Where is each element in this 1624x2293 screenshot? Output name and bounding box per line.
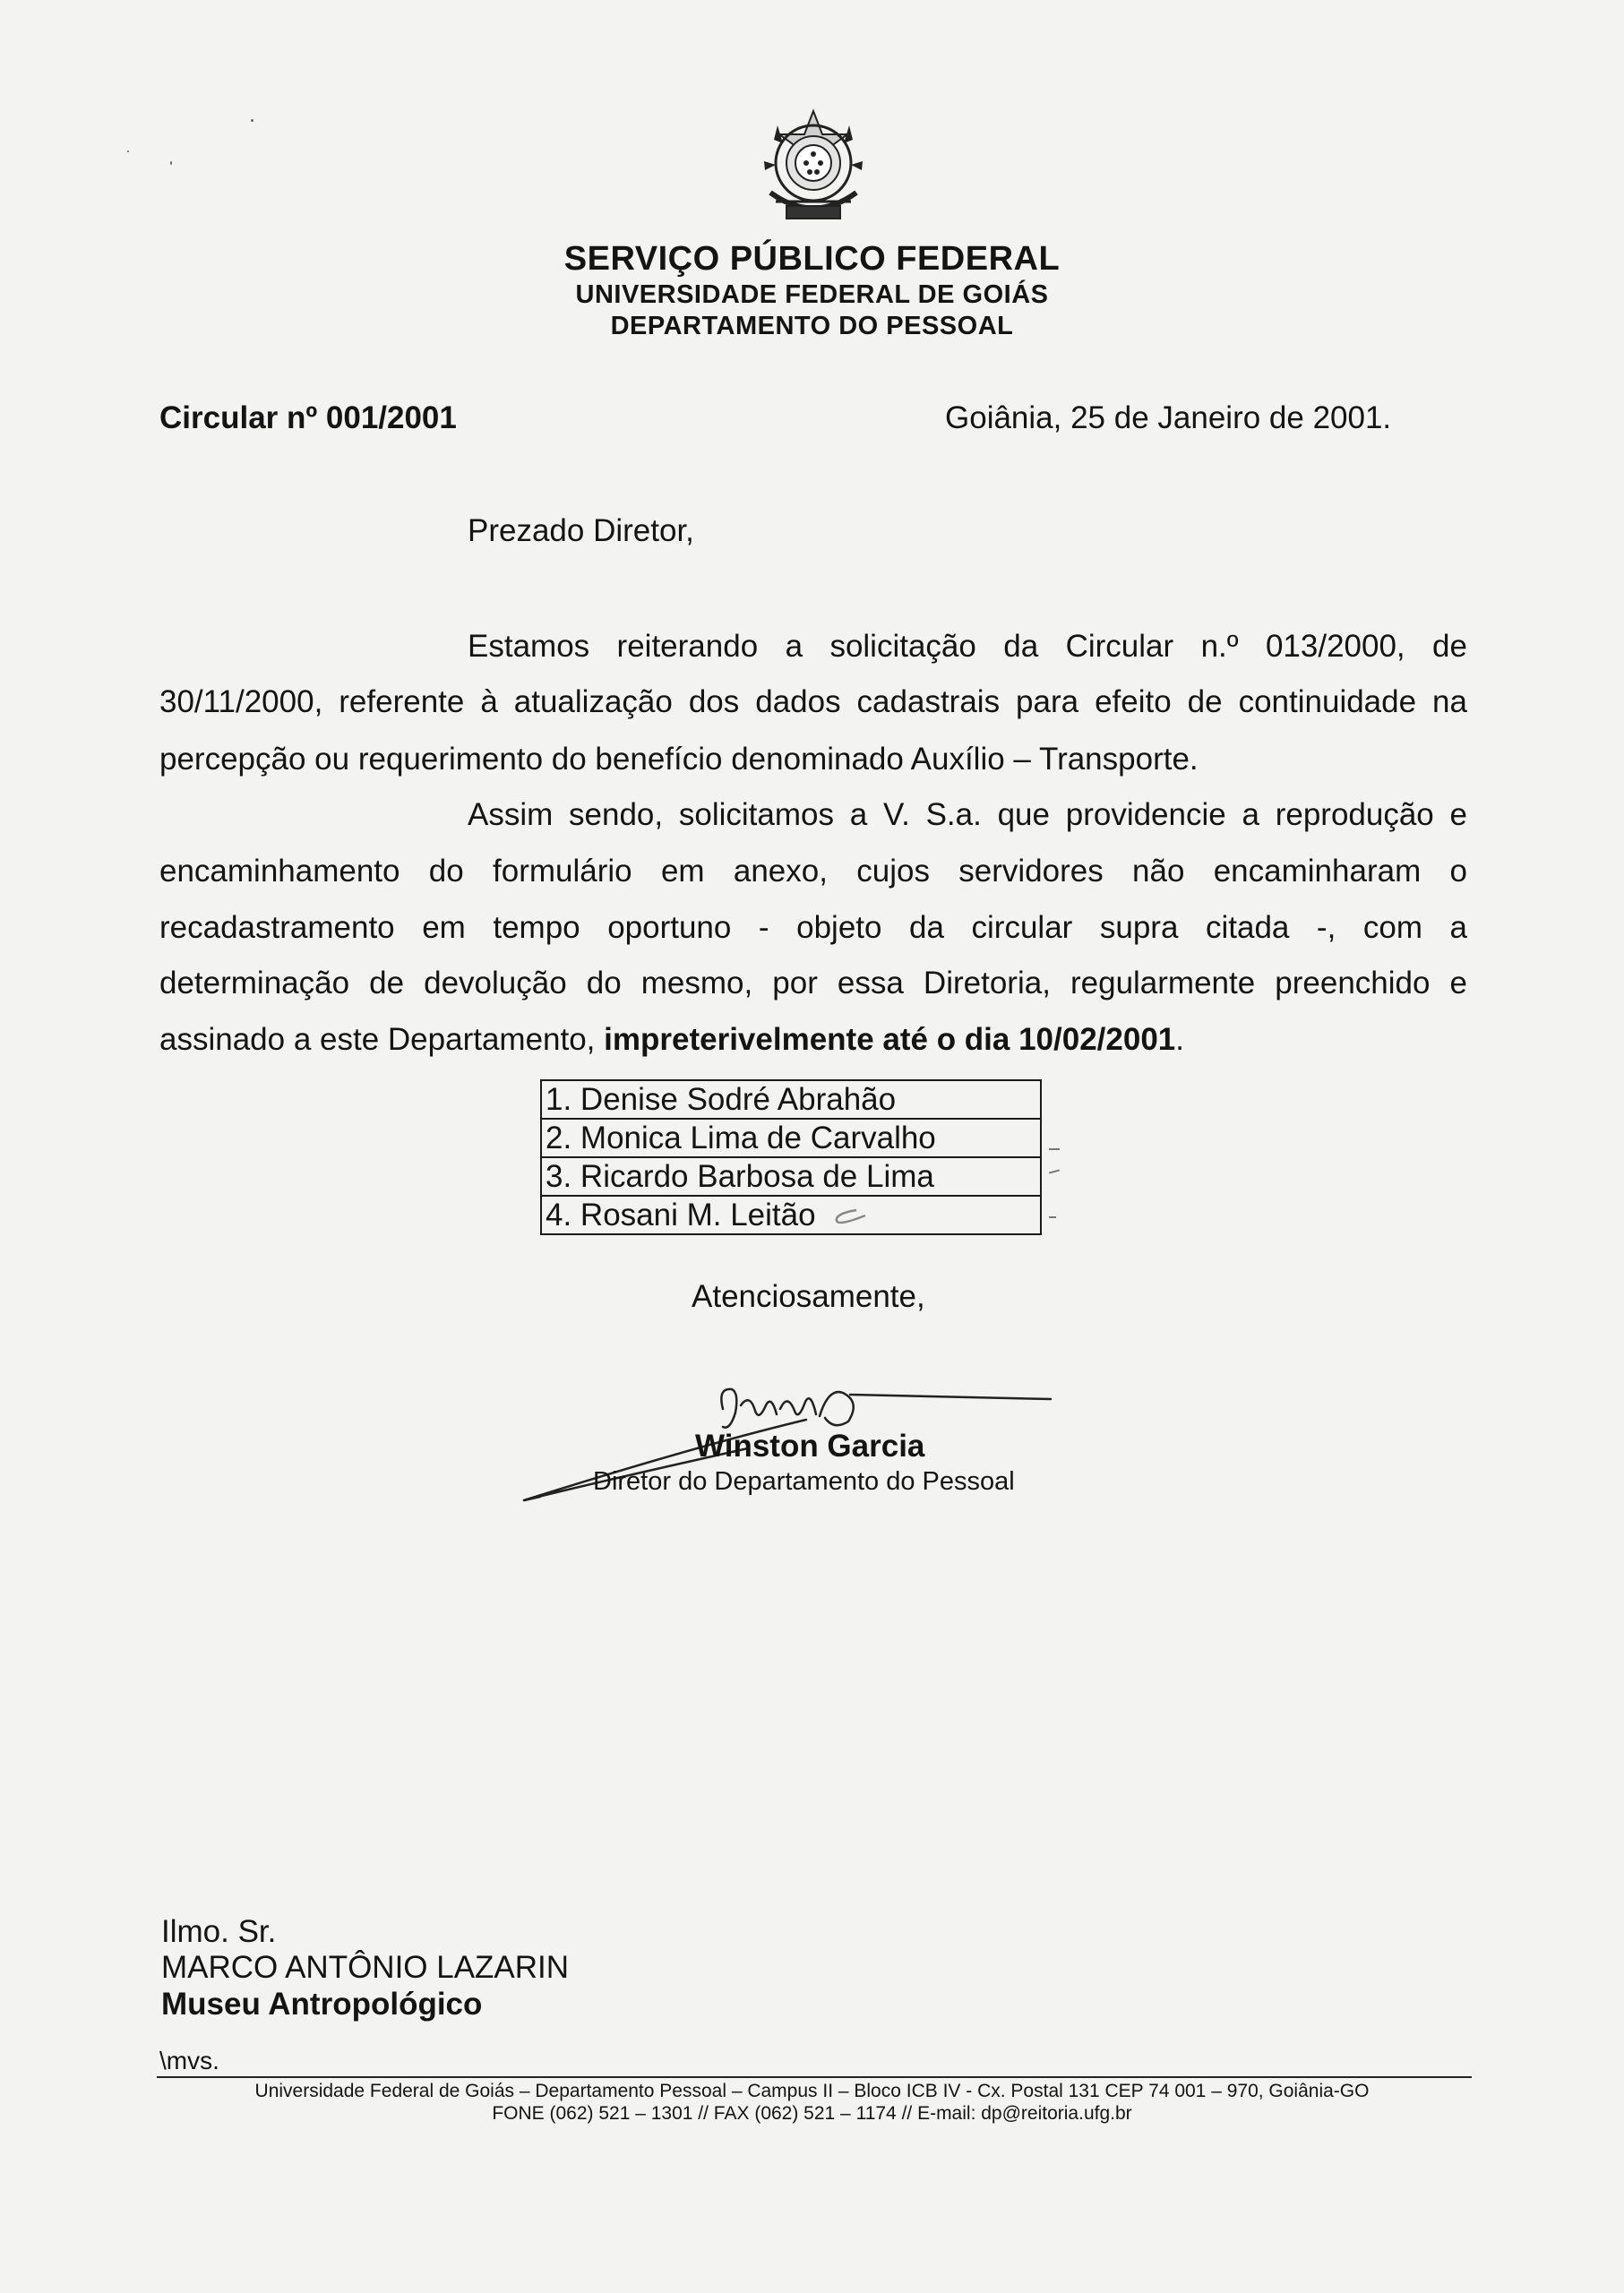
place-date: Goiânia, 25 de Janeiro de 2001. [945, 400, 1392, 435]
footer-contact: FONE (062) 521 – 1301 // FAX (062) 521 – 1174 // E-mail: dp@reitoria.ufg.br [492, 2103, 1132, 2124]
brazil-coat-of-arms-icon [751, 107, 876, 242]
body-line-deadline [159, 1020, 1467, 1060]
footer-address: Universidade Federal de Goiás – Departamento Pessoal – Campus II – Bloco ICB IV - Cx. Postal 131 CEP 74 001 – 970, Goiânia-GO [254, 2081, 1370, 2101]
body-line: recadastramento em tempo oportuno - objeto da circular supra citada -, com a [159, 910, 1467, 945]
circular-number: Circular nº 001/2001 [159, 400, 457, 435]
typist-reference: \mvs. [159, 2047, 219, 2074]
check-mark-icon [829, 1207, 871, 1228]
scan-speck [251, 119, 253, 122]
closing: Atenciosamente, [692, 1279, 925, 1314]
table-row [541, 1157, 1041, 1196]
name-cell: 2. Monica Lima de Carvalho [541, 1119, 1041, 1157]
header-title: SERVIÇO PÚBLICO FEDERAL [563, 240, 1061, 278]
body-line: percepção ou requerimento do benefício denominado Auxílio – Transporte. [159, 742, 1199, 777]
names-table [540, 1079, 1042, 1235]
body-line: Assim sendo, solicitamos a V. S.a. que providencie a reprodução e [468, 797, 1467, 832]
header-department: DEPARTAMENTO DO PESSOAL [610, 312, 1014, 340]
recipient-organization: Museu Antropológico [161, 1987, 483, 2022]
name-text: 4. Rosani M. Leitão [546, 1198, 816, 1232]
recipient-name: MARCO ANTÔNIO LAZARIN [161, 1950, 570, 1985]
signer-name: Winston Garcia [695, 1429, 925, 1464]
body-line: encaminhamento do formulário em anexo, cujos servidores não encaminharam o [159, 854, 1467, 889]
scan-speck [127, 150, 129, 152]
footer-divider [157, 2076, 1472, 2078]
pen-mark [1049, 1216, 1056, 1218]
recipient-salutation: Ilmo. Sr. [161, 1914, 277, 1949]
body-line: Estamos reiterando a solicitação da Circular n.º 013/2000, de [468, 629, 1467, 664]
header-university: UNIVERSIDADE FEDERAL DE GOIÁS [575, 280, 1049, 309]
pen-mark [1049, 1169, 1060, 1173]
name-cell [541, 1196, 1041, 1234]
table-row [541, 1080, 1041, 1119]
deadline-text: impreterivelmente até o dia 10/02/2001 [604, 1022, 1176, 1057]
body-line-text: assinado a este Departamento, [159, 1022, 605, 1057]
body-line: determinação de devolução do mesmo, por essa Diretoria, regularmente preenchido e [159, 966, 1467, 1001]
scan-speck [170, 161, 172, 165]
body-line-end: . [1175, 1022, 1184, 1057]
body-line: 30/11/2000, referente à atualização dos dados cadastrais para efeito de continuidade na [159, 684, 1467, 719]
pen-mark [1049, 1148, 1060, 1150]
table-row [541, 1119, 1041, 1157]
name-cell: 1. Denise Sodré Abrahão [541, 1080, 1041, 1119]
name-cell: 3. Ricardo Barbosa de Lima [541, 1157, 1041, 1196]
signer-title: Diretor do Departamento do Pessoal [593, 1467, 1015, 1496]
table-row [541, 1196, 1041, 1234]
greeting: Prezado Diretor, [468, 513, 694, 548]
